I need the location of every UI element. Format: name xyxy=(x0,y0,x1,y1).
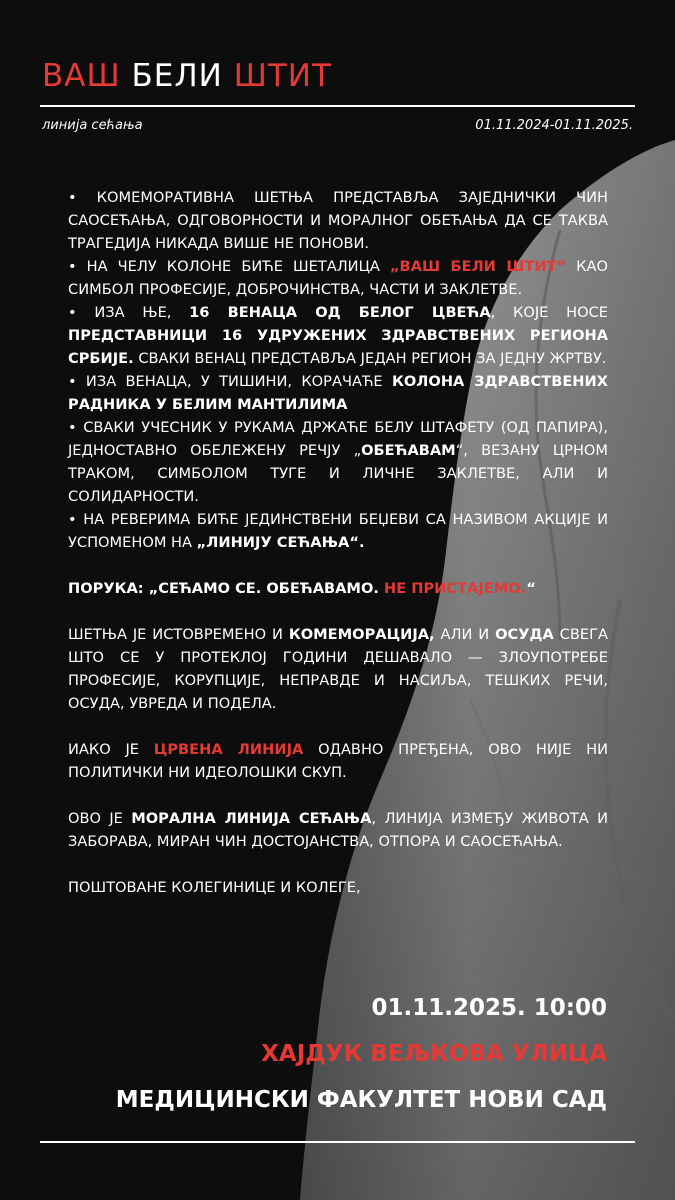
paragraph-moral-line: ОВО ЈЕ МОРАЛНА ЛИНИЈА СЕЋАЊА, ЛИНИЈА ИЗМЕЂУ ЖИВОТА И ЗАБОРАВА, МИРАН ЧИН ДОСТОЈАНСТВА, ОТПОРА И САОСЕЋАЊА. xyxy=(68,810,608,850)
highlight-white-shield: „ВАШ БЕЛИ ШТИТ“ xyxy=(389,258,567,275)
paragraph-column: • ИЗА ВЕНАЦА, У ТИШИНИ, КОРАЧАЋЕ КОЛОНА ЗДРАВСТВЕНИХ РАДНИКА У БЕЛИМ МАНТИЛИМА xyxy=(68,373,608,413)
title-word-3: ШТИТ xyxy=(233,58,332,94)
subtitle-left: линија сећања xyxy=(42,118,143,133)
top-divider xyxy=(40,105,635,107)
paragraph-badges: • НА РЕВЕРИМА БИЋЕ ЈЕДИНСТВЕНИ БЕЏЕВИ СА НАЗИВОМ АКЦИЈЕ И УСПОМЕНОМ НА „ЛИНИЈУ СЕЋАЊА“. xyxy=(68,511,608,551)
paragraph-condemnation: ШЕТЊА ЈЕ ИСТОВРЕМЕНО И КОМЕМОРАЦИЈА, АЛИ И ОСУДА СВЕГА ШТО СЕ У ПРОТЕКЛОЈ ГОДИНИ ДЕШАВАЛО — ЗЛОУПОТРЕБЕ ПРОФЕСИЈЕ, КОРУПЦИЈЕ, НЕПРАВДЕ И НАСИЉА, ТЕШКИХ РЕЧИ, ОСУДА, УВРЕДА И ПОДЕЛА. xyxy=(68,626,608,712)
paragraph-message: ПОРУКА: „СЕЋАМО СЕ. ОБЕЋАВАМО. НЕ ПРИСТАЈЕМО.“ xyxy=(68,580,536,597)
paragraph-wreaths: • ИЗА ЊЕ, 16 ВЕНАЦА ОД БЕЛОГ ЦВЕЋА, КОЈЕ НОСЕ ПРЕДСТАВНИЦИ 16 УДРУЖЕНИХ ЗДРАВСТВЕНИХ РЕГИОНА СРБИЈЕ. СВАКИ ВЕНАЦ ПРЕДСТАВЉА ЈЕДАН РЕГИОН ЗА ЈЕДНУ ЖРТВУ. xyxy=(68,304,608,367)
paragraph-lead: • НА ЧЕЛУ КОЛОНЕ БИЋЕ ШЕТАЛИЦА „ВАШ БЕЛИ ШТИТ“ КАО СИМБОЛ ПРОФЕСИЈЕ, ДОБРОЧИНСТВА, ЧАСТИ И ЗАКЛЕТВЕ. xyxy=(68,258,608,298)
paragraph-red-line: ИАКО ЈЕ ЦРВЕНА ЛИНИЈА ОДАВНО ПРЕЂЕНА, ОВО НИЈЕ НИ ПОЛИТИЧКИ НИ ИДЕОЛОШКИ СКУП. xyxy=(68,741,608,781)
paragraph-commemoration: • КОМЕМОРАТИВНА ШЕТЊА ПРЕДСТАВЉА ЗАЈЕДНИЧКИ ЧИН САОСЕЋАЊА, ОДГОВОРНОСТИ И МОРАЛНОГ ОБЕЋАЊА ДА СЕ ТАКВА ТРАГЕДИЈА НИКАДА ВИШЕ НЕ ПОНОВИ. xyxy=(68,189,608,252)
event-street: ХАЈДУК ВЕЉКОВА УЛИЦА xyxy=(261,1041,607,1067)
page-title xyxy=(42,58,332,94)
subtitle-date-range: 01.11.2024-01.11.2025. xyxy=(475,118,633,133)
event-datetime: 01.11.2025. 10:00 xyxy=(371,995,607,1021)
paragraph-greeting: ПОШТОВАНЕ КОЛЕГИНИЦЕ И КОЛЕГЕ, xyxy=(68,879,361,896)
event-details xyxy=(116,985,607,1123)
paragraph-baton: • СВАКИ УЧЕСНИК У РУКАМА ДРЖАЋЕ БЕЛУ ШТАФЕТУ (ОД ПАПИРА), ЈЕДНОСТАВНО ОБЕЛЕЖЕНУ РЕЧЈУ „ОБЕЋАВАМ“, ВЕЗАНУ ЦРНОМ ТРАКОМ, СИМБОЛОМ ТУГЕ И ЛИЧНЕ ЗАКЛЕТВЕ, АЛИ И СОЛИДАРНОСТИ. xyxy=(68,419,608,505)
title-word-1: ВАШ xyxy=(42,58,121,94)
title-word-2: БЕЛИ xyxy=(131,58,223,94)
event-venue: МЕДИЦИНСКИ ФАКУЛТЕТ НОВИ САД xyxy=(115,1087,607,1113)
bottom-divider xyxy=(40,1141,635,1143)
announcement-body xyxy=(68,186,608,899)
